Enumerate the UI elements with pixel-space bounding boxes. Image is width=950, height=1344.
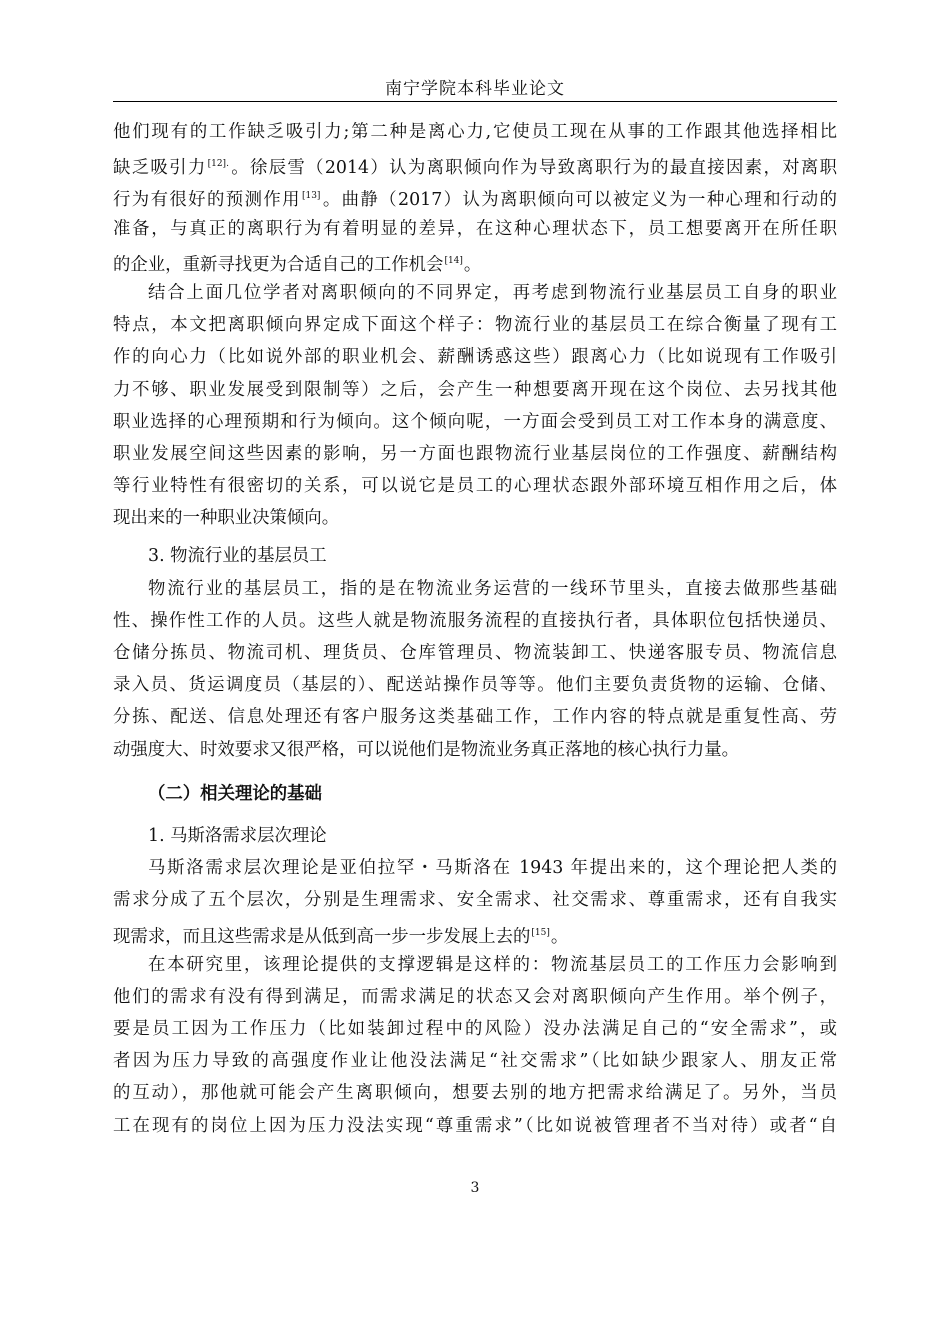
section-heading: （二）相关理论的基础 — [148, 783, 322, 804]
text-run: 。徐辰雪（2014）认为离职倾向作为导致离职行为的最直接因素，对离职 — [229, 158, 837, 179]
text-run: 。 — [463, 254, 482, 275]
paragraph-2 — [113, 277, 837, 535]
paragraph-line: 的互动），那他就可能会产生离职倾向，想要去别的地方把需求给满足了。另外，当员 — [113, 1083, 837, 1104]
citation-12: [12]. — [207, 159, 229, 170]
paragraph-line: 需求分成了五个层次，分别是生理需求、安全需求、社交需求、尊重需求，还有自我实 — [113, 890, 837, 911]
paragraph-line: 力不够、职业发展受到限制等）之后，会产生一种想要离开现在这个岗位、去另找其他 — [113, 379, 837, 400]
paragraph-line: 分拣、配送、信息处理还有客户服务这类基础工作，工作内容的特点就是重复性高、劳 — [113, 707, 837, 728]
paragraph-line: 者因为压力导致的高强度作业让他没法满足“社交需求”（比如缺少跟家人、朋友正常 — [113, 1051, 837, 1072]
paragraph-line: 准备，与真正的离职行为有着明显的差异，在这种心理状态下，员工想要离开在所任职 — [113, 218, 837, 239]
subsection-title-3: 3. 物流行业的基层员工 — [148, 546, 327, 567]
text-run: 。 — [550, 926, 569, 947]
text-run: 现需求，而且这些需求是从低到高一步一步发展上去的 — [113, 926, 531, 947]
paragraph-line: 录入员、货运调度员（基层的）、配送站操作员等等。他们主要负责货物的运输、仓储、 — [113, 675, 837, 696]
text-run: 缺乏吸引力 — [113, 158, 207, 179]
citation-14: [14] — [444, 255, 463, 266]
paragraph-line: 动强度大、时效要求又很严格，可以说他们是物流业务真正落地的核心执行力量。 — [113, 739, 740, 760]
paragraph-line: 在本研究里，该理论提供的支撑逻辑是这样的：物流基层员工的工作压力会影响到 — [148, 954, 837, 975]
paragraph-line: 马斯洛需求层次理论是亚伯拉罕・马斯洛在 1943 年提出来的，这个理论把人类的 — [148, 858, 837, 879]
paragraph-line: 作的向心力（比如说外部的职业机会、薪酬诱惑这些）跟离心力（比如说现有工作吸引 — [113, 347, 837, 368]
text-run: 的企业，重新寻找更为合适自己的工作机会 — [113, 254, 444, 275]
paragraph-3 — [113, 573, 837, 766]
paragraph-line: 他们现有的工作缺乏吸引力;第二种是离心力,它使员工现在从事的工作跟其他选择相比 — [113, 122, 837, 142]
paragraph-line: 现出来的一种职业决策倾向。 — [113, 508, 340, 529]
citation-13: [13] — [301, 191, 321, 202]
paragraph-line: 职业选择的心理预期和行为倾向。这个倾向呢，一方面会受到员工对工作本身的满意度、 — [113, 411, 837, 432]
text-run: 。曲静（2017）认为离职倾向可以被定义为一种心理和行动的 — [321, 190, 837, 211]
citation-15: [15] — [531, 927, 550, 938]
paragraph-line: 特点，本文把离职倾向界定成下面这个样子：物流行业的基层员工在综合衡量了现有工 — [113, 315, 837, 336]
paragraph-line: 性、操作性工作的人员。这些人就是物流服务流程的直接执行者，具体职位包括快递员、 — [113, 610, 837, 631]
running-header: 南宁学院本科毕业论文 — [385, 79, 565, 99]
paragraph-line: 他们的需求有没有得到满足，而需求满足的状态又会对离职倾向产生作用。举个例子， — [113, 986, 837, 1007]
paragraph-line: 物流行业的基层员工，指的是在物流业务运营的一线环节里头，直接去做那些基础 — [148, 578, 837, 599]
page-body — [113, 116, 837, 1142]
paragraph-line: 要是员工因为工作压力（比如装卸过程中的风险）没办法满足自己的“安全需求”，或 — [113, 1019, 837, 1040]
header-rule — [113, 101, 837, 102]
paragraph-line: 职业发展空间这些因素的影响，另一方面也跟物流行业基层岗位的工作强度、薪酬结构 — [113, 443, 837, 464]
paragraph-line — [113, 180, 837, 212]
paragraph-5 — [113, 949, 837, 1142]
subsection-title-1: 1. 马斯洛需求层次理论 — [148, 825, 327, 846]
paragraph-4 — [113, 852, 837, 949]
page-number: 3 — [470, 1180, 480, 1196]
paragraph-line — [113, 245, 837, 277]
paragraph-line: 仓储分拣员、物流司机、理货员、仓库管理员、物流装卸工、快递客服专员、物流信息 — [113, 643, 837, 664]
paragraph-line — [113, 917, 837, 949]
paragraph-1 — [113, 116, 837, 277]
paragraph-line: 工在现有的岗位上因为压力没法实现“尊重需求”（比如说被管理者不当对待）或者“自 — [113, 1115, 837, 1136]
paragraph-line — [113, 148, 837, 180]
paragraph-line: 等行业特性有很密切的关系，可以说它是员工的心理状态跟外部环境互相作用之后，体 — [113, 476, 837, 497]
paragraph-line: 结合上面几位学者对离职倾向的不同界定，再考虑到物流行业基层员工自身的职业 — [148, 282, 837, 303]
text-run: 行为有很好的预测作用 — [113, 190, 301, 211]
